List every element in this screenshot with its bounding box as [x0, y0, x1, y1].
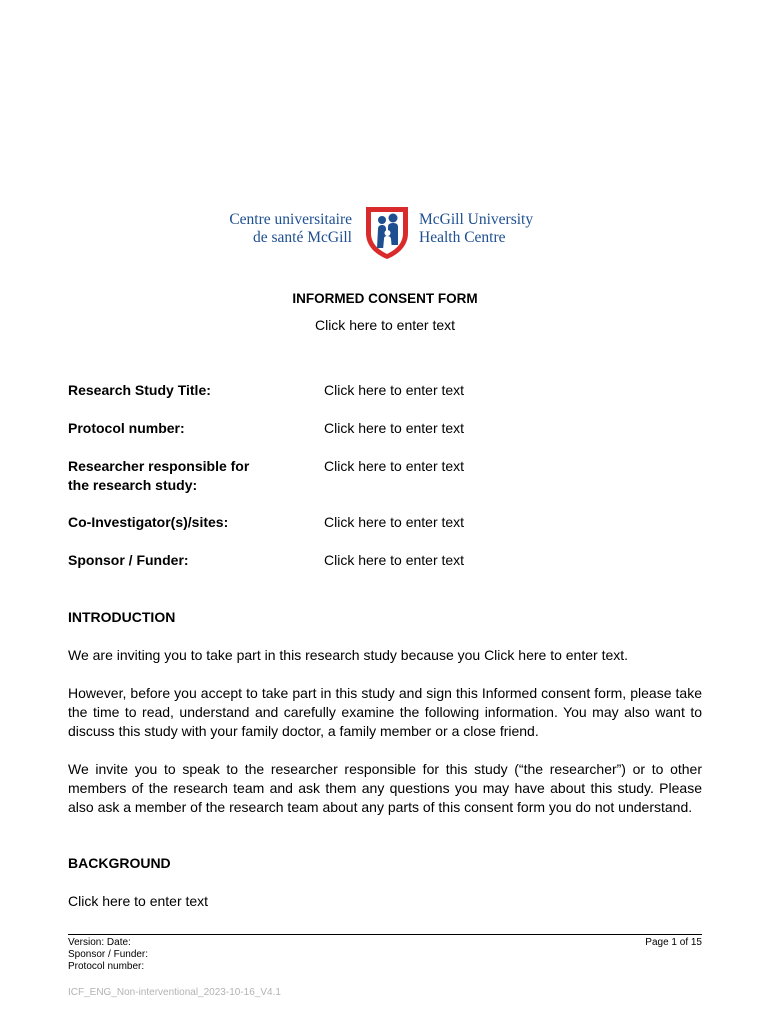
introduction-paragraph-1: We are inviting you to take part in this research study because you Click here to enter text.: [68, 647, 629, 663]
background-text-field[interactable]: Click here to enter text: [68, 893, 209, 909]
logo-english-line-1: McGill University: [419, 211, 534, 228]
footer-filename: ICF_ENG_Non-interventional_2023-10-16_V4.1: [68, 987, 281, 998]
field-label-protocol-number: Protocol number:: [68, 420, 185, 436]
logo-english-line-2: Health Centre: [419, 229, 506, 246]
field-label-researcher: Researcher responsible for the research study:: [68, 458, 250, 493]
field-label-co-investigators: Co-Investigator(s)/sites:: [68, 514, 229, 530]
footer-version: Version: Date:: [68, 937, 131, 948]
field-label-sponsor: Sponsor / Funder:: [68, 552, 189, 568]
form-title: INFORMED CONSENT FORM: [292, 291, 478, 306]
footer-sponsor: Sponsor / Funder:: [68, 949, 149, 960]
field-value-co-investigators[interactable]: Click here to enter text: [324, 514, 465, 530]
field-value-study-title[interactable]: Click here to enter text: [324, 382, 465, 398]
field-value-sponsor[interactable]: Click here to enter text: [324, 552, 465, 568]
introduction-paragraph-3: We invite you to speak to the researcher responsible for this study (“the researcher”) or to other members of the research team and ask them any questions you may have about this study. Please also ask a member of the research team about any parts of this consent form you do not understand.: [68, 761, 702, 815]
muhc-shield-icon: [363, 203, 411, 261]
introduction-heading: INTRODUCTION: [68, 609, 176, 625]
footer-protocol: Protocol number:: [68, 961, 145, 972]
field-label-study-title: Research Study Title:: [68, 382, 211, 398]
footer-divider: [68, 934, 702, 935]
field-value-protocol-number[interactable]: Click here to enter text: [324, 420, 465, 436]
introduction-paragraph-2: However, before you accept to take part in this study and sign this Informed consent form, please take the time to read, understand and carefully examine the following information. You may also want to discuss this study with your family doctor, a family member or a close friend.: [68, 685, 702, 739]
logo-text-english: [419, 211, 569, 247]
background-heading: BACKGROUND: [68, 855, 171, 871]
form-subtitle-field[interactable]: Click here to enter text: [314, 317, 456, 333]
footer-page-number: Page 1 of 15: [645, 937, 702, 948]
logo-text-french: [200, 211, 352, 247]
logo-french-line-2: de santé McGill: [252, 229, 352, 246]
field-value-researcher[interactable]: Click here to enter text: [324, 458, 465, 474]
logo-french-line-1: Centre universitaire: [229, 211, 352, 228]
